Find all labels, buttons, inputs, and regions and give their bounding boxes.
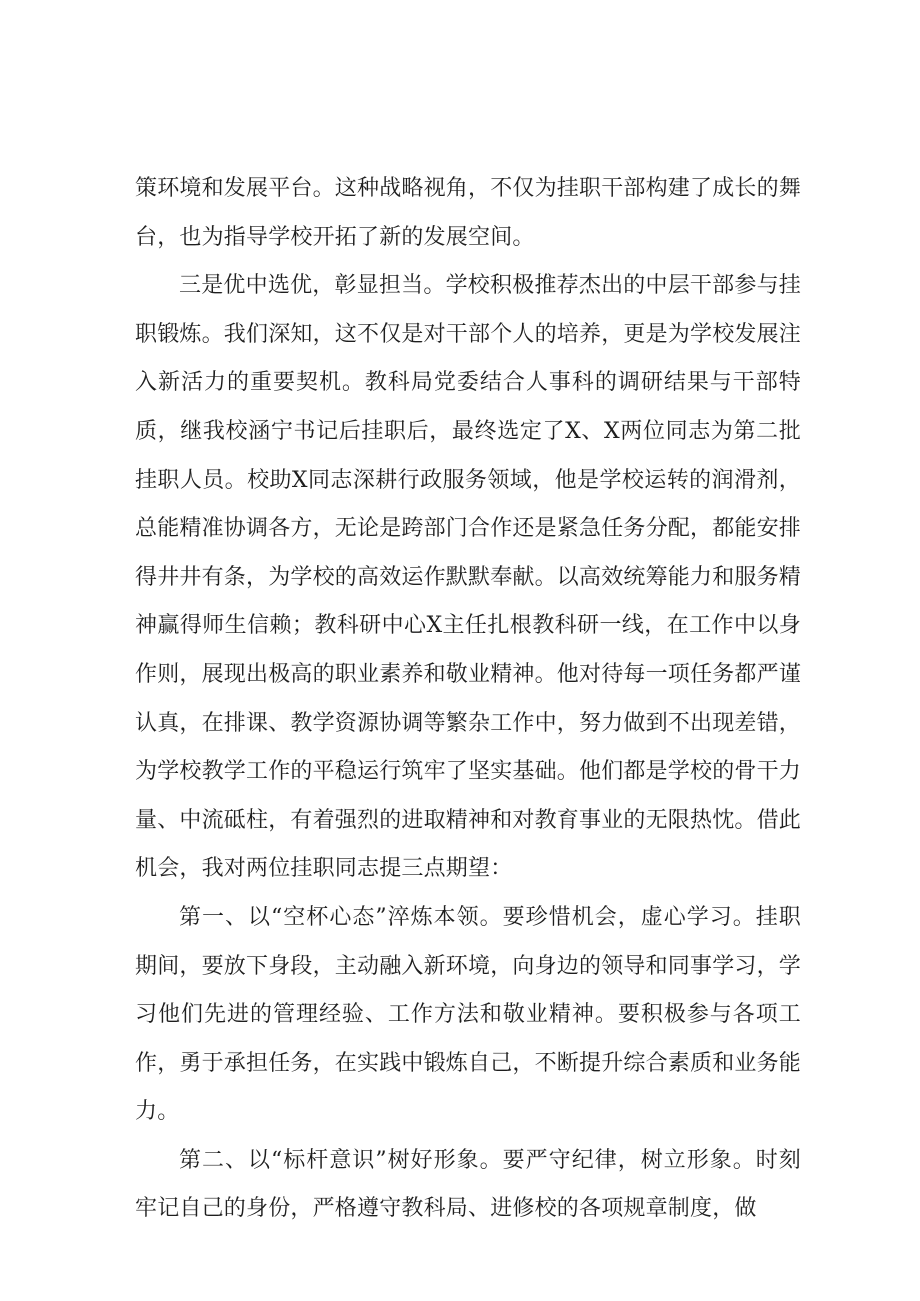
- document-body: [135, 165, 801, 1234]
- paragraph-continuation: 策环境和发展平台。这种战略视角，不仅为挂职干部构建了成长的舞台，也为指导学校开拓了新的发展空间。: [135, 176, 802, 250]
- paragraph-third-point: 三是优中选优，彰显担当。学校积极推荐杰出的中层干部参与挂职锻炼。我们深知，这不仅是对干部个人的培养，更是为学校发展注入新活力的重要契机。教科局党委结合人事科的调研结果与干部特质，继我校涵宁书记后挂职后，最终选定了X、X两位同志为第二批挂职人员。校助X同志深耕行政服务领域，他是学校运转的润滑剂，总能精准协调各方，无论是跨部门合作还是紧急任务分配，都能安排得井井有条，为学校的高效运作默默奉献。以高效统筹能力和服务精神赢得师生信赖；教科研中心X主任扎根教科研一线，在工作中以身作则，展现出极高的职业素养和敬业精神。他对待每一项任务都严谨认真，在排课、教学资源协调等繁杂工作中，努力做到不出现差错，为学校教学工作的平稳运行筑牢了坚实基础。他们都是学校的骨干力量、中流砥柱，有着强烈的进取精神和对教育事业的无限热忱。借此机会，我对两位挂职同志提三点期望：: [135, 273, 802, 882]
- paragraph-expectation-two: 第二、以“标杆意识”树好形象。要严守纪律，树立形象。时刻牢记自己的身份，严格遵守教科局、进修校的各项规章制度，做: [135, 1147, 801, 1222]
- paragraph-expectation-one: 第一、以“空杯心态”淬炼本领。要珍惜机会，虚心学习。挂职期间，要放下身段，主动融入新环境，向身边的领导和同事学习，学习他们先进的管理经验、工作方法和敬业精神。要积极参与各项工作，勇于承担任务，在实践中锻炼自己，不断提升综合素质和业务能力。: [135, 904, 802, 1125]
